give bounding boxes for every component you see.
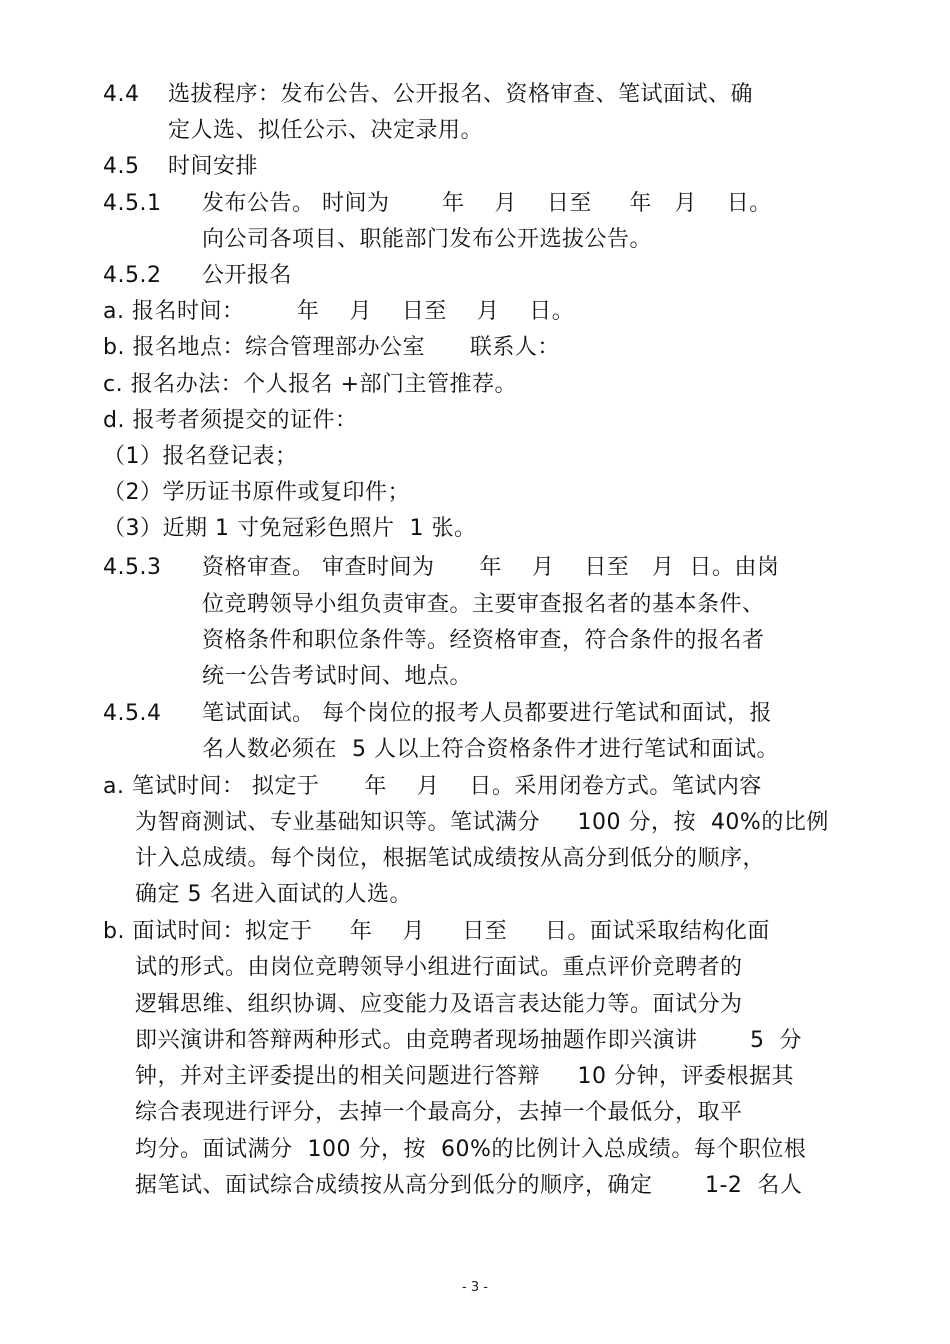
list-item: a. 报名时间： 年 月 日至 月 日。 [103, 299, 575, 324]
item-number: 4.5.3 [103, 555, 162, 580]
paragraph-line: 为智商测试、专业基础知识等。笔试满分 100 分，按 40%的比例 [135, 810, 829, 835]
paragraph-line: 均分。面试满分 100 分，按 60%的比例计入总成绩。每个职位根 [135, 1137, 807, 1162]
paragraph-line: 定人选、拟任公示、决定录用。 [168, 118, 484, 143]
paragraph-line: 发布公告。 时间为 年 月 日至 年 月 日。 [202, 191, 772, 216]
section-heading: 公开报名 [202, 263, 293, 288]
paragraph-line: 确定 5 名进入面试的人选。 [135, 882, 412, 907]
item-number: 4.5 [103, 154, 140, 179]
list-item: c. 报名办法：个人报名 +部门主管推荐。 [103, 372, 518, 397]
paragraph-line: 钟，并对主评委提出的相关问题进行答辩 10 分钟，评委根据其 [135, 1064, 794, 1089]
list-item: b. 报名地点：综合管理部办公室 联系人： [103, 335, 560, 360]
item-number: 4.4 [103, 82, 140, 107]
page-number: - 3 - [462, 1280, 488, 1295]
paragraph-line: 位竞聘领导小组负责审查。主要审查报名者的基本条件、 [202, 592, 765, 617]
paragraph-line: 资格审查。 审查时间为 年 月 日至 月 日。由岗 [202, 555, 780, 580]
item-number: 4.5.2 [103, 263, 162, 288]
paragraph-line: 据笔试、面试综合成绩按从高分到低分的顺序，确定 1-2 名人 [135, 1173, 803, 1198]
paragraph-line: 选拔程序：发布公告、公开报名、资格审查、笔试面试、确 [168, 82, 754, 107]
list-item: （3）近期 1 寸免冠彩色照片 1 张。 [103, 516, 477, 541]
section-heading: 时间安排 [168, 154, 259, 179]
item-number: 4.5.4 [103, 701, 162, 726]
list-item: d. 报考者须提交的证件： [103, 408, 358, 433]
paragraph-line: 计入总成绩。每个岗位，根据笔试成绩按从高分到低分的顺序， [135, 846, 766, 871]
paragraph-line: 试的形式。由岗位竞聘领导小组进行面试。重点评价竞聘者的 [135, 955, 743, 980]
paragraph-line: 统一公告考试时间、地点。 [202, 664, 473, 689]
item-number: 4.5.1 [103, 191, 162, 216]
paragraph-line: 即兴演讲和答辩两种形式。由竞聘者现场抽题作即兴演讲 5 分 [135, 1028, 802, 1053]
paragraph-line: 综合表现进行评分，去掉一个最高分，去掉一个最低分，取平 [135, 1100, 743, 1125]
paragraph-line: 逻辑思维、组织协调、应变能力及语言表达能力等。面试分为 [135, 992, 743, 1017]
paragraph-line: 名人数必须在 5 人以上符合资格条件才进行笔试和面试。 [202, 737, 779, 762]
list-item: （2）学历证书原件或复印件； [103, 480, 410, 505]
paragraph-line: 笔试面试。 每个岗位的报考人员都要进行笔试和面试，报 [202, 701, 772, 726]
paragraph-line: 向公司各项目、职能部门发布公开选拔公告。 [202, 227, 653, 252]
list-item: a. 笔试时间： 拟定于 年 月 日。采用闭卷方式。笔试内容 [103, 774, 762, 799]
list-item: b. 面试时间：拟定于 年 月 日至 日。面试采取结构化面 [103, 919, 770, 944]
list-item: （1）报名登记表； [103, 444, 298, 469]
paragraph-line: 资格条件和职位条件等。经资格审查，符合条件的报名者 [202, 628, 765, 653]
